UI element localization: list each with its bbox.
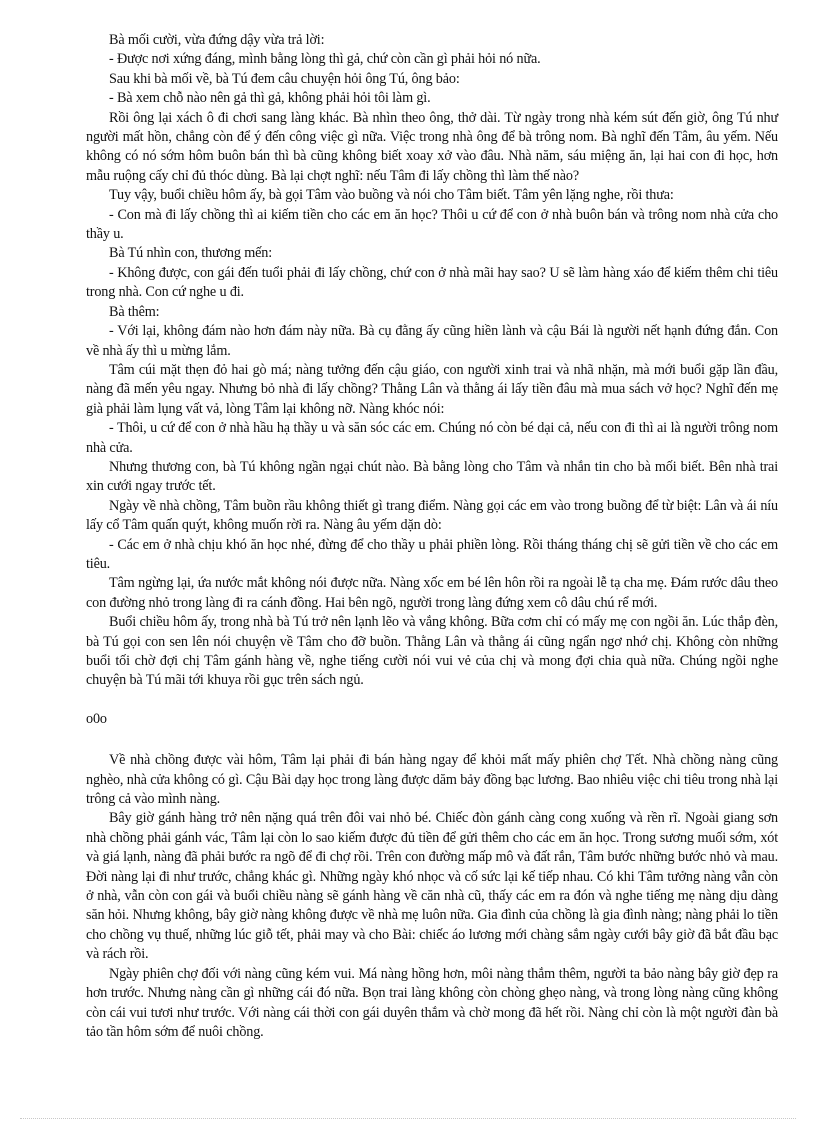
paragraph: - Với lại, không đám nào hơn đám này nữa. Bà cụ đằng ấy cũng hiền lành và cậu Bái là người nết hạnh đứng đắn. Con về nhà ấy thì u mừng lắm. — [86, 323, 778, 359]
paragraph: Bà mối cười, vừa đứng dậy vừa trả lời: — [109, 32, 325, 48]
paragraph: Tâm cúi mặt thẹn đỏ hai gò má; nàng tưởng đến cậu giáo, con người xinh trai và nhã nhặn, mà mới buổi gặp lần đầu, nàng đã mến yêu ngay. Nhưng bỏ nhà đi lấy chồng? Thằng Lân và thằng ái lấy tiền đâu mà mua sách vở học? Nghĩ đến mẹ già phải làm lụng vất vả, lòng Tâm lại không nỡ. Nàng khóc nói: — [86, 361, 778, 417]
paragraph: Ngày về nhà chồng, Tâm buồn rầu không thiết gì trang điểm. Nàng gọi các em vào trong buồng để từ biệt: Lân và ái níu lấy cổ Tâm quấn quýt, không muốn rời ra. Nàng âu yếm dặn dò: — [86, 497, 778, 534]
paragraph: Ngày phiên chợ đối với nàng cũng kém vui. Má nàng hồng hơn, môi nàng thắm thêm, người ta bảo nàng bây giờ đẹp ra hơn trước. Nhưng nàng cần gì những cái đó nữa. Bọn trai làng không còn chòng ghẹo nàng, và trong lòng nàng cũng không còn cái vui tươi như trước. Với nàng cái thời con gái duyên thắm và chờ mong đã hết rồi. Nàng chỉ còn là một người đàn bà tảo tần hôm sớm để nuôi chồng. — [86, 965, 778, 1040]
paragraph: Buổi chiều hôm ấy, trong nhà bà Tú trở nên lạnh lẽo và vắng không. Bữa cơm chỉ có mấy mẹ con ngồi ăn. Lúc thắp đèn, bà Tú gọi con sen lên nói chuyện về Tâm cho đỡ buồn. Thằng Lân và thằng ái cũng ngẩn ngơ nhớ chị. Không còn những buổi tối chờ đợi chị Tâm gánh hàng về, nghe tiếng cười nói vui vẻ của chị và mong đợi chia quà nữa. Chúng ngồi nghe chuyện bà Tú mãi tới khuya rồi gục trên sách ngủ. — [86, 614, 778, 689]
document-body — [86, 31, 778, 1042]
paragraph: - Được nơi xứng đáng, mình bằng lòng thì gả, chứ còn cần gì phải hỏi nó nữa. — [109, 51, 541, 68]
paragraph: Bà thêm: — [109, 303, 160, 320]
paragraph: Tâm ngừng lại, ứa nước mắt không nói được nữa. Nàng xốc em bé lên hôn rồi ra ngoài lễ tạ cha mẹ. Đám rước dâu theo con đường nhỏ trong làng đi ra cánh đồng. Hai bên ngõ, người trong làng đứng xem cô dâu chú rể mới. — [86, 575, 778, 611]
page-footer-divider — [20, 1118, 796, 1119]
paragraph: Nhưng thương con, bà Tú không ngần ngại chút nào. Bà bằng lòng cho Tâm và nhắn tin cho bà mối biết. Bên nhà trai xin cưới ngay trước tết. — [86, 458, 778, 495]
paragraph: Bây giờ gánh hàng trở nên nặng quá trên đôi vai nhỏ bé. Chiếc đòn gánh càng cong xuống và rền rĩ. Ngoài giang sơn nhà chồng phải gánh vác, Tâm lại còn lo sao kiếm được đủ tiền để gửi thêm cho các em ăn học. Trong sương muối sớm, xót và giá lạnh, nàng đã phải bước ra ngõ để đi chợ rồi. Trên con đường mấp mô và đất rắn, Tâm bước những bước nhỏ và mau. Đời nàng lại đi như trước, chẳng khác gì. Những ngày khó nhọc và cố sức lại kế tiếp nhau. Có khi Tâm tưởng nàng vẫn còn ở nhà, vẫn còn con gái và buổi chiều nàng sẽ gánh hàng về căn nhà cũ, thấy các em ra đón và nghe tiếng mẹ nàng dịu dàng săn hỏi. Nhưng không, bây giờ nàng không được về nhà mẹ luôn nữa. Gia đình của chồng là gia đình nàng; nàng phải lo tiền cho chồng vụ thuế, những lúc giỗ tết, phải may và cho Bài: chiếc áo lương mới chàng sắm ngày cưới bây giờ đã bắt đầu bạc và rách rồi. — [86, 810, 778, 963]
paragraph: Bà Tú nhìn con, thương mến: — [109, 245, 272, 262]
paragraph: - Các em ở nhà chịu khó ăn học nhé, đừng để cho thầy u phải phiền lòng. Rồi tháng tháng chị sẽ gửi tiền về cho các em tiêu. — [86, 536, 778, 572]
paragraph: - Bà xem chỗ nào nên gả thì gả, không phải hỏi tôi làm gì. — [109, 90, 431, 107]
section-separator: o0o — [86, 710, 107, 727]
paragraph: Sau khi bà mối về, bà Tú đem câu chuyện hỏi ông Tú, ông bảo: — [109, 70, 460, 87]
paragraph: - Con mà đi lấy chồng thì ai kiếm tiền cho các em ăn học? Thôi u cứ để con ở nhà buôn bán và trông nom nhà cửa cho thầy u. — [86, 206, 778, 243]
paragraph: - Không được, con gái đến tuổi phải đi lấy chồng, chứ con ở nhà mãi hay sao? U sẽ làm hàng xáo để kiếm thêm chi tiêu trong nhà. Con cứ nghe u đi. — [86, 264, 778, 301]
paragraph: Rồi ông lại xách ô đi chơi sang làng khác. Bà nhìn theo ông, thở dài. Từ ngày trong nhà kém sút đến giờ, ông Tú như người mất hồn, chẳng còn để ý đến công việc gì nữa. Việc trong nhà ông để bà trông nom. Bà nghĩ đến Tâm, âu yếm. Nếu không có nó sớm hôm buôn bán thì bà cũng không biết xoay xở vào đâu. Nhà năm, sáu miệng ăn, lại hai con đi học, hơn mẫu ruộng cấy chỉ đủ thóc dùng. Bà lại chợt nghĩ: nếu Tâm đi lấy chồng thì làm thế nào? — [86, 109, 778, 184]
paragraph: Tuy vậy, buổi chiều hôm ấy, bà gọi Tâm vào buồng và nói cho Tâm biết. Tâm yên lặng nghe, rồi thưa: — [109, 187, 674, 204]
paragraph: - Thôi, u cứ để con ở nhà hầu hạ thầy u và săn sóc các em. Chúng nó còn bé dại cả, nếu con đi thì ai là người trông nom nhà cửa. — [86, 420, 778, 456]
paragraph: Về nhà chồng được vài hôm, Tâm lại phải đi bán hàng ngay để khỏi mất mấy phiên chợ Tết. Nhà chồng nàng cũng nghèo, nhà cửa không có gì. Cậu Bài dạy học trong làng được dăm bảy đồng bạc lương. Bao nhiêu việc chi tiêu trong nhà lại trông cả vào mình nàng. — [86, 752, 778, 808]
